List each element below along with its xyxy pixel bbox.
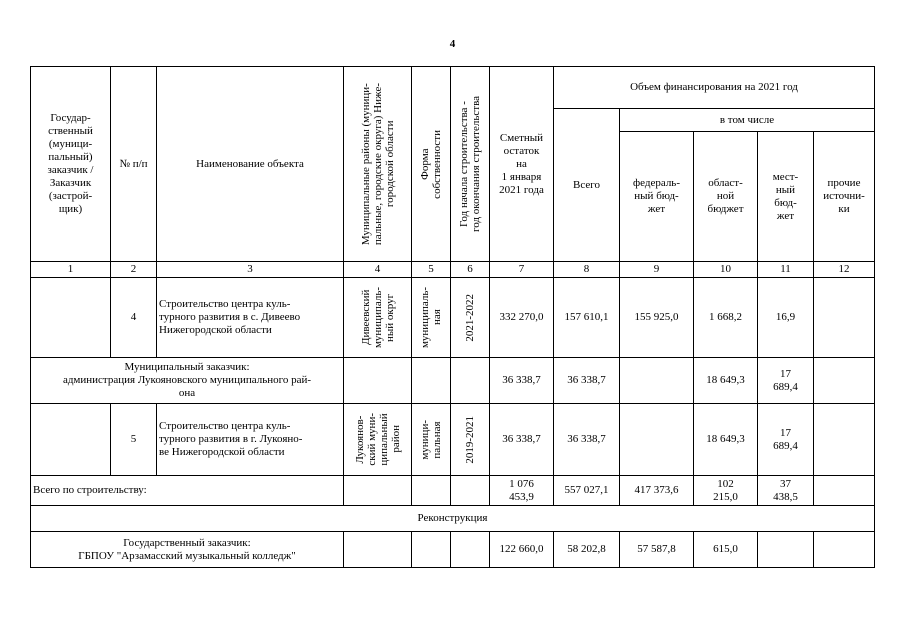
district: Лукоянов- ский муни- ципальный район bbox=[353, 413, 402, 466]
row-number: 4 bbox=[111, 278, 157, 358]
col-num: 7 bbox=[490, 262, 554, 278]
col-num: 3 bbox=[157, 262, 344, 278]
header-district: Муниципальные районы (муници- пальные, городские округа) Ниже- городской области bbox=[359, 82, 396, 246]
col-num: 6 bbox=[451, 262, 490, 278]
header-local-budget: мест- ный бюд- жет bbox=[758, 132, 814, 262]
header-federal-budget: федераль- ный бюд- жет bbox=[620, 132, 694, 262]
header-total: Всего bbox=[554, 109, 620, 262]
federal-budget: 417 373,6 bbox=[620, 476, 694, 506]
district: Дивеевский муниципаль- ный округ bbox=[359, 286, 396, 349]
funding-total: 36 338,7 bbox=[554, 404, 620, 476]
federal-budget: 57 587,8 bbox=[620, 532, 694, 568]
col-num: 10 bbox=[694, 262, 758, 278]
header-years: Год начала строительства - год окончания строительства bbox=[458, 96, 482, 232]
col-num: 8 bbox=[554, 262, 620, 278]
total-row bbox=[31, 476, 875, 506]
federal-budget: 155 925,0 bbox=[620, 278, 694, 358]
local-budget: 17 689,4 bbox=[758, 358, 814, 404]
header-including: в том числе bbox=[620, 109, 875, 132]
local-budget: 16,9 bbox=[758, 278, 814, 358]
local-budget: 37 438,5 bbox=[758, 476, 814, 506]
section-title: Реконструкция bbox=[31, 506, 875, 532]
regional-budget: 18 649,3 bbox=[694, 404, 758, 476]
estimate-balance: 36 338,7 bbox=[490, 358, 554, 404]
col-num: 2 bbox=[111, 262, 157, 278]
ownership: муниципаль- ная bbox=[419, 286, 443, 349]
estimate-balance: 332 270,0 bbox=[490, 278, 554, 358]
regional-budget: 102 215,0 bbox=[694, 476, 758, 506]
col-num: 12 bbox=[814, 262, 875, 278]
object-name: Строительство центра куль- турного развития в с. Дивеево Нижегородской области bbox=[157, 278, 344, 358]
ownership: муници- пальная bbox=[419, 419, 443, 460]
col-num: 9 bbox=[620, 262, 694, 278]
column-numbers-row bbox=[31, 262, 875, 278]
col-num: 1 bbox=[31, 262, 111, 278]
regional-budget: 18 649,3 bbox=[694, 358, 758, 404]
local-budget: 17 689,4 bbox=[758, 404, 814, 476]
col-num: 5 bbox=[412, 262, 451, 278]
funding-total: 557 027,1 bbox=[554, 476, 620, 506]
funding-total: 58 202,8 bbox=[554, 532, 620, 568]
header-other-sources: прочие источни- ки bbox=[814, 132, 875, 262]
funding-total: 157 610,1 bbox=[554, 278, 620, 358]
header-regional-budget: област- ной бюджет bbox=[694, 132, 758, 262]
state-customer-row bbox=[31, 532, 875, 568]
financing-table bbox=[30, 66, 875, 568]
customer-row bbox=[31, 358, 875, 404]
header-number: № п/п bbox=[111, 67, 157, 262]
funding-total: 36 338,7 bbox=[554, 358, 620, 404]
total-label: Всего по строительству: bbox=[31, 476, 344, 506]
regional-budget: 615,0 bbox=[694, 532, 758, 568]
header-ownership: Форма собственности bbox=[419, 129, 443, 199]
customer-label: Муниципальный заказчик: администрация Лукояновского муниципального рай- она bbox=[31, 358, 344, 404]
col-num: 11 bbox=[758, 262, 814, 278]
row-number: 5 bbox=[111, 404, 157, 476]
table-row bbox=[31, 278, 875, 358]
header-customer: Государ- ственный (муници- пальный) заказчик / Заказчик (застрой- щик) bbox=[31, 67, 111, 262]
estimate-balance: 1 076 453,9 bbox=[490, 476, 554, 506]
object-name: Строительство центра куль- турного развития в г. Лукояно- ве Нижегородской области bbox=[157, 404, 344, 476]
state-customer-label: Государственный заказчик: ГБПОУ "Арзамасский музыкальный колледж" bbox=[31, 532, 344, 568]
header-estimate-balance: Сметный остаток на 1 января 2021 года bbox=[490, 67, 554, 262]
estimate-balance: 122 660,0 bbox=[490, 532, 554, 568]
col-num: 4 bbox=[344, 262, 412, 278]
header-object-name: Наименование объекта bbox=[157, 67, 344, 262]
regional-budget: 1 668,2 bbox=[694, 278, 758, 358]
years: 2019-2021 bbox=[464, 415, 476, 464]
table-row bbox=[31, 404, 875, 476]
header-funding: Объем финансирования на 2021 год bbox=[554, 67, 875, 109]
estimate-balance: 36 338,7 bbox=[490, 404, 554, 476]
page-number: 4 bbox=[449, 38, 456, 50]
years: 2021-2022 bbox=[464, 293, 476, 342]
